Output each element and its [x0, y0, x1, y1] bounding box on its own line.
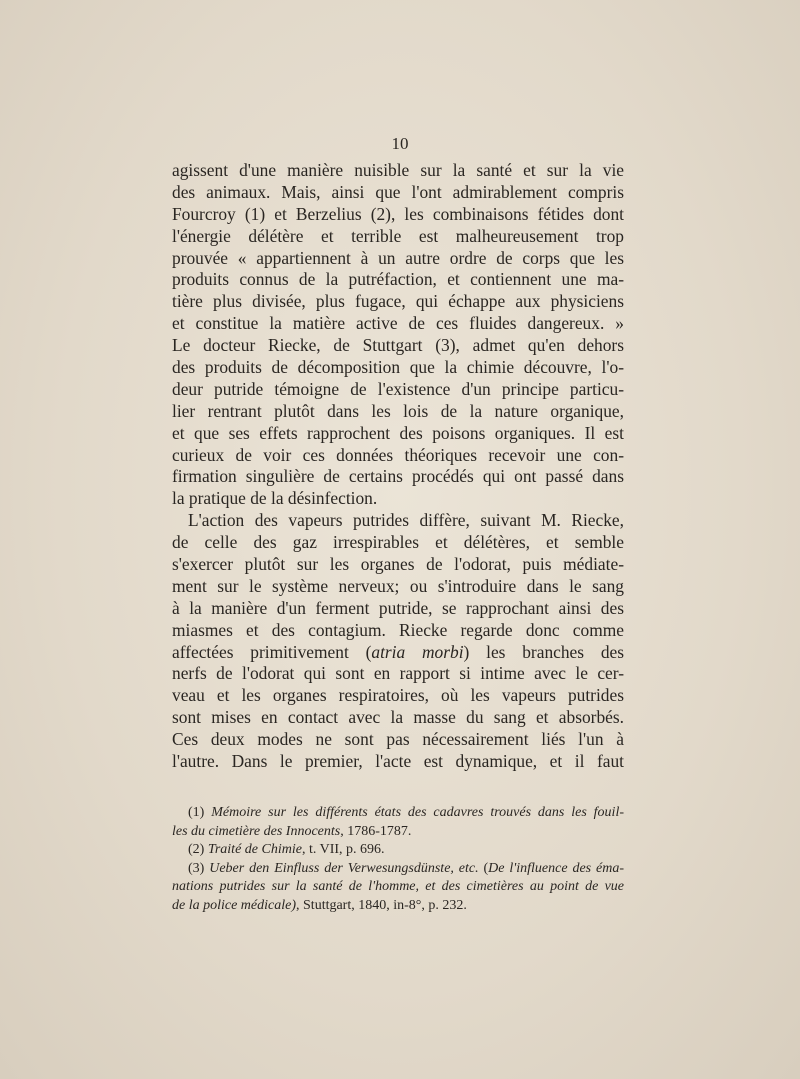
text-line	[172, 642, 624, 664]
footnote-line	[172, 823, 624, 842]
text-line: nerfs de l'odorat qui sont en rapport si intime avec le cer-	[172, 663, 624, 684]
italic-text: Mémoire sur les différents états des cadavres trouvés dans les fouil-	[211, 805, 625, 820]
text-segment: ) les branches des	[463, 641, 625, 662]
italic-text: De l'influence des éma-	[488, 860, 624, 876]
text-line: l'énergie délétère et terrible est malheureusement trop	[172, 225, 624, 246]
footnote-line	[172, 897, 624, 916]
text-segment: , Stuttgart, 1840, in-8°, p. 232.	[296, 897, 467, 913]
text-line: lier rentrant plutôt dans les lois de la nature organique,	[172, 400, 624, 421]
text-line: et constitue la matière active de ces fluides dangereux. »	[172, 313, 624, 334]
italic-text: nations putrides sur la santé de l'homme, et des cimetières au point de vue	[172, 879, 624, 895]
text-line: produits connus de la putréfaction, et contiennent une ma-	[172, 269, 624, 290]
footnote-marker: (2)	[188, 842, 208, 858]
text-line: sont mises en contact avec la masse du sang et absorbés.	[172, 707, 624, 728]
text-line: Fourcroy (1) et Berzelius (2), les combinaisons fétides dont	[172, 203, 624, 224]
footnote-line	[172, 804, 624, 823]
text-line: agissent d'une manière nuisible sur la santé et sur la vie	[172, 160, 624, 180]
text-line: Le docteur Riecke, de Stuttgart (3), admet qu'en dehors	[172, 335, 624, 356]
text-line: deur putride témoigne de l'existence d'un principe particu-	[172, 378, 624, 399]
footnote-marker: (3)	[188, 860, 210, 876]
footnote-line	[172, 878, 624, 897]
text-line: ment sur le système nerveux; ou s'introduire dans le sang	[172, 575, 624, 596]
text-line: s'exercer plutôt sur les organes de l'odorat, puis médiate-	[172, 554, 624, 575]
text-line: l'autre. Dans le premier, l'acte est dynamique, et il faut	[172, 751, 624, 772]
page-number: 10	[391, 134, 409, 153]
italic-text: Ueber den Einfluss der Verwesungsdünste, etc.	[209, 860, 479, 876]
text-line: miasmes et des contagium. Riecke regarde donc comme	[172, 619, 624, 640]
text-line: Ces deux modes ne sont pas nécessairement liés l'un à	[172, 729, 624, 750]
footnote-line	[172, 841, 624, 860]
text-line: prouvée « appartiennent à un autre ordre de corps que les	[172, 247, 624, 268]
italic-text: les du cimetière des Innocents	[172, 823, 341, 839]
text-line: firmation singulière de certains procédés qui ont passé dans	[172, 466, 624, 487]
italic-text: atria morbi	[371, 641, 464, 662]
text-segment: , t. VII, p. 696.	[301, 842, 385, 858]
footnotes	[172, 804, 624, 916]
text-line: des animaux. Mais, ainsi que l'ont admirablement compris	[172, 181, 624, 202]
text-segment: (	[478, 860, 489, 876]
text-line: la pratique de la désinfection.	[172, 488, 378, 509]
italic-text: Traité de Chimie	[207, 842, 302, 858]
text-line: L'action des vapeurs putrides diffère, suivant M. Riecke,	[188, 510, 624, 531]
text-segment: , 1786-1787.	[340, 823, 412, 839]
text-line: à la manière d'un ferment putride, se rapprochant ainsi des	[172, 597, 624, 618]
text-line: et que ses effets rapprochent des poisons organiques. Il est	[172, 422, 624, 443]
footnote-marker: (1)	[188, 805, 212, 820]
text-line: tière plus divisée, plus fugace, qui échappe aux physiciens	[172, 291, 624, 312]
italic-text: de la police médicale)	[172, 897, 297, 913]
text-segment: affectées primitivement (	[172, 641, 372, 662]
footnote-line	[172, 860, 624, 879]
text-line: de celle des gaz irrespirables et délétères, et semble	[172, 532, 624, 553]
text-line: veau et les organes respiratoires, où les vapeurs putrides	[172, 685, 624, 706]
text-line: curieux de voir ces données théoriques recevoir une con-	[172, 444, 624, 465]
body-text	[172, 160, 624, 773]
text-line: des produits de décomposition que la chimie découvre, l'o-	[172, 357, 624, 378]
